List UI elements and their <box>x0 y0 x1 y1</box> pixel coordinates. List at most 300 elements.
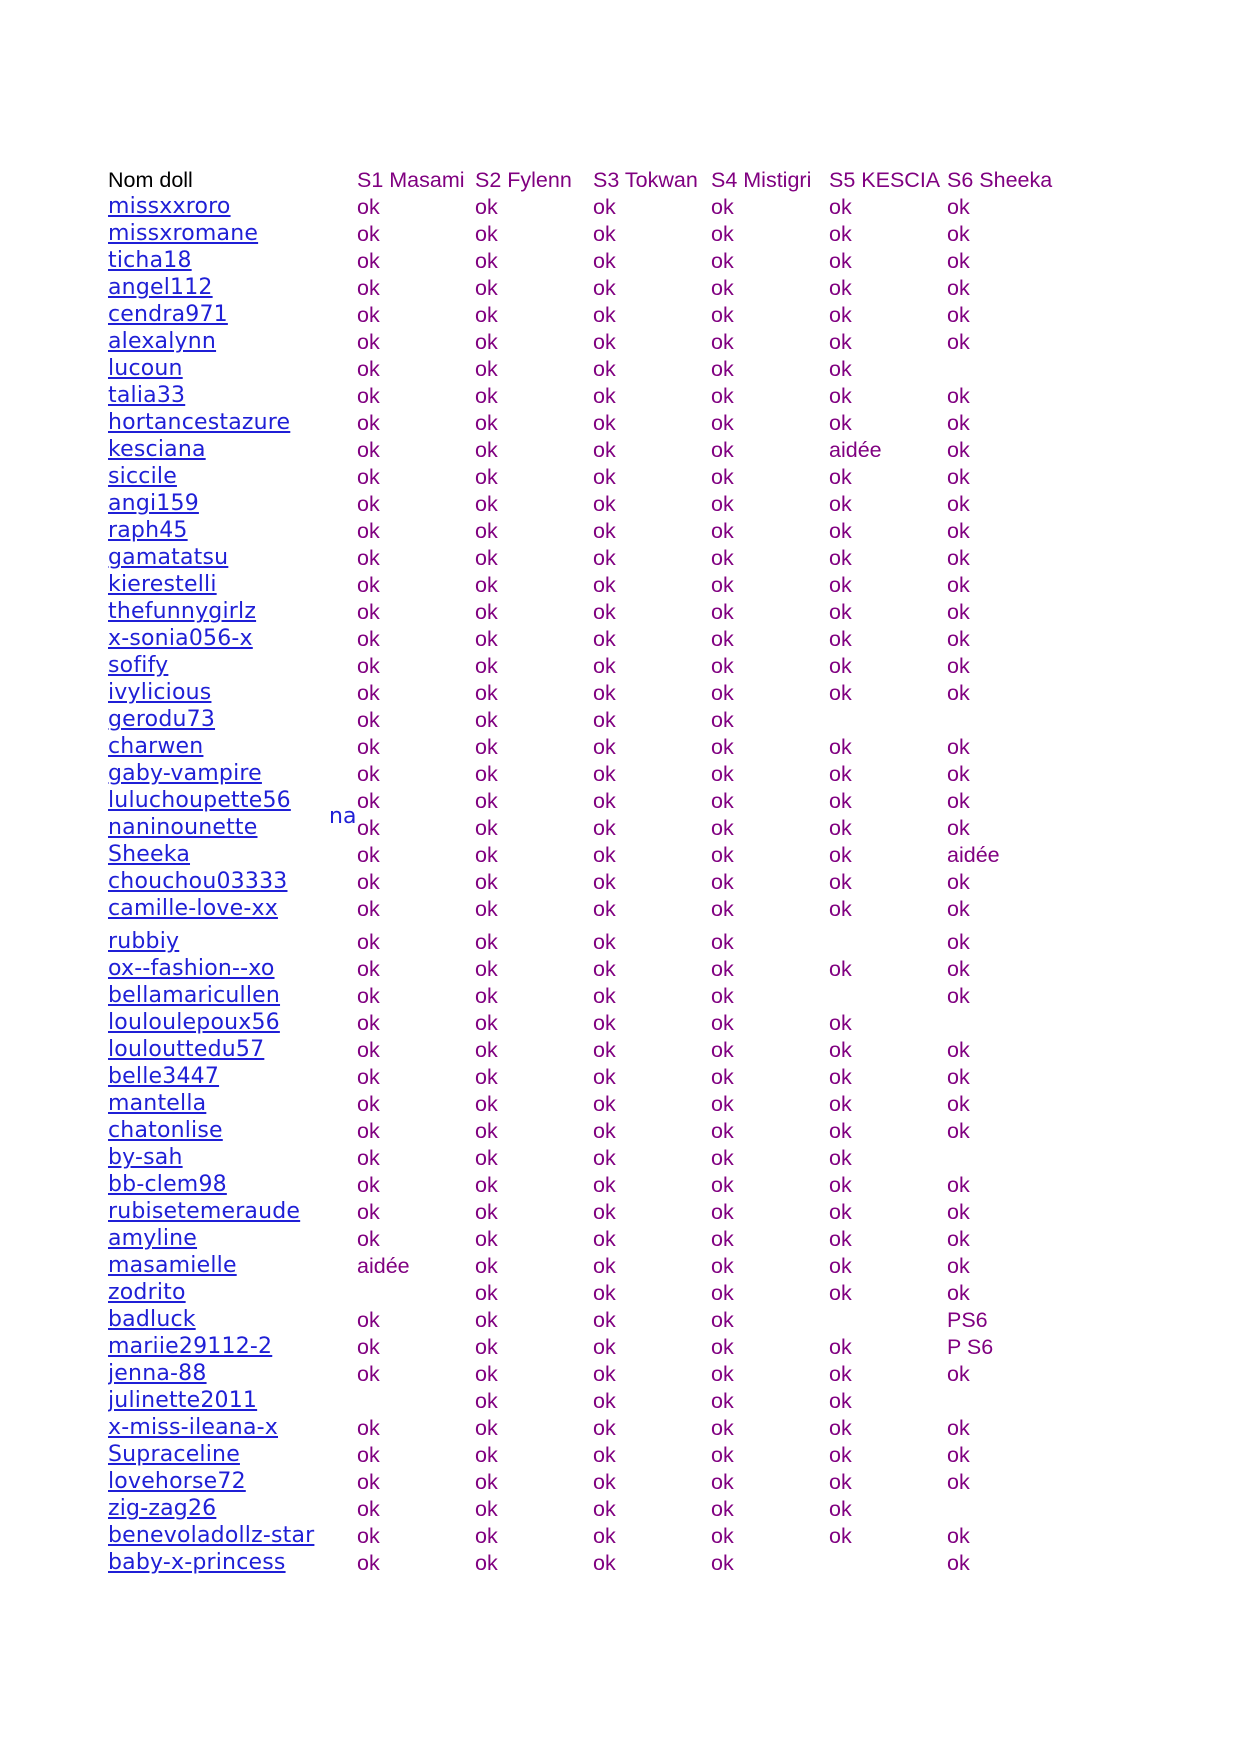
status-cell-s2: ok <box>475 1551 498 1576</box>
status-cell-s1: ok <box>357 1038 380 1063</box>
status-cell-s1: ok <box>357 957 380 982</box>
status-cell-s3: ok <box>593 1335 616 1360</box>
table-row <box>108 1441 1065 1468</box>
status-cell-s1: ok <box>357 984 380 1009</box>
doll-name-link[interactable]: mantella <box>108 1091 207 1117</box>
table-row <box>108 1549 1065 1576</box>
table-row <box>108 328 1065 355</box>
status-cell-s3: ok <box>593 1146 616 1171</box>
status-cell-s3: ok <box>593 870 616 895</box>
status-cell-s1 <box>357 1279 475 1306</box>
status-cell-s6: ok <box>947 816 970 841</box>
status-cell-s4: ok <box>711 897 734 922</box>
status-cell-s2: ok <box>475 1011 498 1036</box>
table-row <box>108 220 1065 247</box>
status-cell-s3: ok <box>593 1254 616 1279</box>
doll-name-link[interactable]: masamielle <box>108 1253 237 1279</box>
status-cell-s3: ok <box>593 1389 616 1414</box>
table-row <box>108 625 1065 652</box>
doll-name-cell <box>108 1495 357 1522</box>
status-cell-s1: ok <box>357 1335 380 1360</box>
doll-name-cell <box>108 679 357 706</box>
status-cell-s6: ok <box>947 1227 970 1252</box>
doll-name-cell <box>108 706 357 733</box>
doll-name-link[interactable]: angi159 <box>108 491 199 517</box>
status-cell-s3: ok <box>593 519 616 544</box>
status-cell-s5: ok <box>829 1470 852 1495</box>
status-cell-s1: ok <box>357 357 380 382</box>
status-cell-s5: ok <box>829 1416 852 1441</box>
status-cell-s5: ok <box>829 1038 852 1063</box>
status-cell-s6: ok <box>947 627 970 652</box>
table-row <box>108 1036 1065 1063</box>
status-cell-s1: ok <box>357 600 380 625</box>
status-cell-s3: ok <box>593 357 616 382</box>
status-cell-s6: ok <box>947 1092 970 1117</box>
doll-name-link[interactable]: Sheeka <box>108 842 191 868</box>
status-cell-s1: ok <box>357 708 380 733</box>
status-cell-s5 <box>829 1549 947 1576</box>
status-cell-s1: ok <box>357 735 380 760</box>
doll-name-cell <box>108 1144 357 1171</box>
doll-name-cell <box>108 1171 357 1198</box>
status-cell-s2: ok <box>475 627 498 652</box>
status-cell-s5: ok <box>829 1119 852 1144</box>
status-cell-s4: ok <box>711 600 734 625</box>
header-s5: S5 KESCIA <box>829 168 941 193</box>
status-cell-s1: ok <box>357 1443 380 1468</box>
status-cell-s2: ok <box>475 411 498 436</box>
status-cell-s6: ok <box>947 276 970 301</box>
doll-name-cell <box>108 1468 357 1495</box>
status-cell-s5: ok <box>829 384 852 409</box>
doll-name-link[interactable]: talia33 <box>108 383 186 409</box>
doll-name-link[interactable]: gerodu73 <box>108 707 216 733</box>
doll-name-link[interactable]: hortancestazure <box>108 410 291 436</box>
table-row <box>108 1495 1065 1522</box>
status-cell-s2: ok <box>475 1038 498 1063</box>
doll-name-cell <box>108 517 357 544</box>
status-cell-s4: ok <box>711 546 734 571</box>
status-cell-s5: ok <box>829 1497 852 1522</box>
status-cell-s1: ok <box>357 1065 380 1090</box>
status-cell-s1: ok <box>357 789 380 814</box>
status-cell-s6: ok <box>947 195 970 220</box>
doll-name-cell <box>108 814 357 841</box>
doll-name-link[interactable]: bellamaricullen <box>108 983 281 1009</box>
header-s1: S1 Masami <box>357 168 465 193</box>
status-cell-s2: ok <box>475 1443 498 1468</box>
table-row <box>108 733 1065 760</box>
status-cell-s3: ok <box>593 438 616 463</box>
status-cell-s5: ok <box>829 330 852 355</box>
status-cell-s3: ok <box>593 1551 616 1576</box>
table-row <box>108 1468 1065 1495</box>
status-cell-s1: ok <box>357 816 380 841</box>
status-cell-s3: ok <box>593 1443 616 1468</box>
status-cell-s3: ok <box>593 1119 616 1144</box>
doll-name-link[interactable]: ticha18 <box>108 248 192 274</box>
status-cell-s1: ok <box>357 1551 380 1576</box>
table-row <box>108 517 1065 544</box>
doll-name-link[interactable]: Supraceline <box>108 1442 240 1468</box>
status-cell-s4: ok <box>711 1551 734 1576</box>
status-cell-s6: ok <box>947 1281 970 1306</box>
status-cell-s6: ok <box>947 546 970 571</box>
status-cell-s1: ok <box>357 1200 380 1225</box>
status-cell-s4: ok <box>711 222 734 247</box>
doll-name-link[interactable]: mariie29112-2 <box>108 1334 273 1360</box>
status-cell-s1: ok <box>357 1011 380 1036</box>
status-cell-s3: ok <box>593 1065 616 1090</box>
status-cell-s1: ok <box>357 546 380 571</box>
doll-name-cell <box>108 409 357 436</box>
doll-name-link[interactable]: rubbiy <box>108 929 180 955</box>
status-cell-s3: ok <box>593 654 616 679</box>
status-cell-s5: ok <box>829 1362 852 1387</box>
table-row <box>108 1144 1065 1171</box>
status-cell-s4: ok <box>711 519 734 544</box>
status-cell-s5: ok <box>829 1092 852 1117</box>
status-cell-s2: ok <box>475 546 498 571</box>
status-cell-s5: ok <box>829 222 852 247</box>
doll-name-cell <box>108 1414 357 1441</box>
status-cell-s4: ok <box>711 492 734 517</box>
doll-name-cell <box>108 787 357 814</box>
status-cell-s3: ok <box>593 1092 616 1117</box>
status-cell-s6: ok <box>947 411 970 436</box>
doll-name-link[interactable]: bb-clem98 <box>108 1172 227 1198</box>
status-cell-s3: ok <box>593 816 616 841</box>
doll-name-link[interactable]: kierestelli <box>108 572 217 598</box>
doll-name-cell <box>108 868 357 895</box>
status-cell-s6: P S6 <box>947 1335 994 1360</box>
status-cell-s2: ok <box>475 573 498 598</box>
status-cell-s2: ok <box>475 519 498 544</box>
status-cell-s1: ok <box>357 384 380 409</box>
status-cell-s6: ok <box>947 1173 970 1198</box>
table-row <box>108 1225 1065 1252</box>
doll-name-cell <box>108 1090 357 1117</box>
status-cell-s6: ok <box>947 465 970 490</box>
table-row <box>108 1063 1065 1090</box>
status-cell-s1: ok <box>357 1119 380 1144</box>
status-cell-s1: ok <box>357 1173 380 1198</box>
status-cell-s3: ok <box>593 1227 616 1252</box>
status-cell-s5: ok <box>829 357 852 382</box>
status-cell-s2: ok <box>475 1308 498 1333</box>
status-cell-s4: ok <box>711 1308 734 1333</box>
table-row <box>108 598 1065 625</box>
status-cell-s2: ok <box>475 1281 498 1306</box>
status-cell-s5: ok <box>829 1254 852 1279</box>
doll-name-cell <box>108 1198 357 1225</box>
doll-name-cell <box>108 220 357 247</box>
status-cell-s4: ok <box>711 843 734 868</box>
status-cell-s5: ok <box>829 411 852 436</box>
status-cell-s3: ok <box>593 195 616 220</box>
status-cell-s2: ok <box>475 1146 498 1171</box>
header-name: Nom doll <box>108 168 193 193</box>
status-cell-s3: ok <box>593 735 616 760</box>
doll-name-link[interactable]: amyline <box>108 1226 198 1252</box>
status-cell-s2: ok <box>475 1524 498 1549</box>
table-row <box>108 1306 1065 1333</box>
status-cell-s4: ok <box>711 1065 734 1090</box>
doll-name-link[interactable]: angel112 <box>108 275 213 301</box>
status-cell-s5: ok <box>829 897 852 922</box>
status-cell-s6: ok <box>947 1416 970 1441</box>
status-cell-s1: ok <box>357 276 380 301</box>
doll-name-cell <box>108 1252 357 1279</box>
status-cell-s1: ok <box>357 303 380 328</box>
status-cell-s1: ok <box>357 1416 380 1441</box>
status-cell-s3: ok <box>593 1470 616 1495</box>
status-cell-s1: ok <box>357 465 380 490</box>
table-row <box>108 355 1065 382</box>
table-row <box>108 409 1065 436</box>
status-cell-s4: ok <box>711 195 734 220</box>
status-cell-s4: ok <box>711 1497 734 1522</box>
status-cell-s6: ok <box>947 930 970 955</box>
status-cell-s2: ok <box>475 357 498 382</box>
doll-name-link[interactable]: missxromane <box>108 221 259 247</box>
doll-name-link[interactable]: rubisetemeraude <box>108 1199 301 1225</box>
status-cell-s5: ok <box>829 762 852 787</box>
doll-name-link[interactable]: luluchoupette56 <box>108 788 291 814</box>
status-cell-s5: ok <box>829 654 852 679</box>
overflow-text: na <box>329 804 357 829</box>
status-cell-s6: ok <box>947 1524 970 1549</box>
status-cell-s4: ok <box>711 1146 734 1171</box>
table-row <box>108 868 1065 895</box>
status-cell-s3: ok <box>593 303 616 328</box>
status-cell-s5 <box>829 982 947 1009</box>
status-cell-s2: ok <box>475 1065 498 1090</box>
doll-name-link[interactable]: zodrito <box>108 1280 186 1306</box>
status-cell-s4: ok <box>711 1524 734 1549</box>
status-cell-s5: ok <box>829 573 852 598</box>
doll-name-link[interactable]: gaby-vampire <box>108 761 262 787</box>
status-cell-s2: ok <box>475 384 498 409</box>
table-row <box>108 1009 1065 1036</box>
doll-name-link[interactable]: lucoun <box>108 356 183 382</box>
doll-name-link[interactable]: kesciana <box>108 437 206 463</box>
table-row <box>108 841 1065 868</box>
doll-name-cell <box>108 598 357 625</box>
status-cell-s4: ok <box>711 1443 734 1468</box>
status-cell-s2: ok <box>475 222 498 247</box>
status-cell-s4: ok <box>711 930 734 955</box>
doll-name-cell <box>108 382 357 409</box>
status-cell-s2: ok <box>475 330 498 355</box>
status-cell-s4: ok <box>711 1389 734 1414</box>
status-cell-s3: ok <box>593 627 616 652</box>
status-cell-s6: ok <box>947 789 970 814</box>
status-cell-s2: ok <box>475 930 498 955</box>
status-cell-s5: ok <box>829 735 852 760</box>
status-cell-s5: ok <box>829 195 852 220</box>
status-cell-s5 <box>829 706 947 733</box>
status-cell-s5: ok <box>829 249 852 274</box>
doll-name-link[interactable]: loulouttedu57 <box>108 1037 265 1063</box>
doll-name-link[interactable]: louloulepoux56 <box>108 1010 280 1036</box>
status-cell-s5: ok <box>829 1281 852 1306</box>
status-cell-s1: aidée <box>357 1254 410 1279</box>
status-cell-s2: ok <box>475 789 498 814</box>
status-cell-s3: ok <box>593 1281 616 1306</box>
status-cell-s4: ok <box>711 1011 734 1036</box>
status-cell-s3: ok <box>593 1497 616 1522</box>
table-row <box>108 1387 1065 1414</box>
status-cell-s4: ok <box>711 411 734 436</box>
doll-name-link[interactable]: lovehorse72 <box>108 1469 246 1495</box>
status-cell-s4: ok <box>711 303 734 328</box>
doll-name-cell <box>108 652 357 679</box>
doll-name-cell <box>108 733 357 760</box>
status-cell-s1: ok <box>357 1308 380 1333</box>
status-cell-s2: ok <box>475 1335 498 1360</box>
status-cell-s4: ok <box>711 627 734 652</box>
status-cell-s4: ok <box>711 357 734 382</box>
doll-name-link[interactable]: by-sah <box>108 1145 183 1171</box>
doll-name-link[interactable]: baby-x-princess <box>108 1550 286 1576</box>
doll-name-cell <box>108 490 357 517</box>
doll-name-cell <box>108 463 357 490</box>
status-cell-s2: ok <box>475 249 498 274</box>
table-row <box>108 814 1065 841</box>
status-cell-s5: ok <box>829 1173 852 1198</box>
doll-name-link[interactable]: missxxroro <box>108 194 231 220</box>
status-cell-s5: ok <box>829 1524 852 1549</box>
doll-name-cell <box>108 841 357 868</box>
doll-name-link[interactable]: thefunnygirlz <box>108 599 257 625</box>
status-cell-s6: aidée <box>947 843 1000 868</box>
status-cell-s1: ok <box>357 222 380 247</box>
doll-name-link[interactable]: julinette2011 <box>108 1388 258 1414</box>
status-cell-s2: ok <box>475 465 498 490</box>
status-cell-s1: ok <box>357 195 380 220</box>
status-cell-s2: ok <box>475 1173 498 1198</box>
doll-name-link[interactable]: gamatatsu <box>108 545 229 571</box>
status-cell-s3: ok <box>593 492 616 517</box>
table-row <box>108 706 1065 733</box>
doll-name-link[interactable]: ox--fashion--xo <box>108 956 275 982</box>
status-cell-s2: ok <box>475 600 498 625</box>
status-cell-s5: ok <box>829 843 852 868</box>
doll-name-link[interactable]: ivylicious <box>108 680 212 706</box>
status-cell-s5: ok <box>829 681 852 706</box>
doll-name-link[interactable]: x-miss-ileana-x <box>108 1415 278 1441</box>
status-cell-s6: ok <box>947 249 970 274</box>
status-cell-s5: ok <box>829 303 852 328</box>
status-cell-s4: ok <box>711 870 734 895</box>
status-cell-s3: ok <box>593 897 616 922</box>
doll-name-cell <box>108 1279 357 1306</box>
doll-name-cell <box>108 355 357 382</box>
status-cell-s3: ok <box>593 708 616 733</box>
status-cell-s1: ok <box>357 1524 380 1549</box>
status-cell-s5: ok <box>829 1443 852 1468</box>
doll-name-link[interactable]: camille-love-xx <box>108 896 278 922</box>
doll-name-cell <box>108 1360 357 1387</box>
doll-name-link[interactable]: alexalynn <box>108 329 217 355</box>
table-row <box>108 1333 1065 1360</box>
doll-name-link[interactable]: raph45 <box>108 518 188 544</box>
status-cell-s2: ok <box>475 1227 498 1252</box>
status-cell-s6: ok <box>947 1038 970 1063</box>
status-cell-s6: ok <box>947 573 970 598</box>
doll-name-cell <box>108 571 357 598</box>
table-row <box>108 301 1065 328</box>
status-cell-s6: ok <box>947 1443 970 1468</box>
status-cell-s6: ok <box>947 519 970 544</box>
header-s3: S3 Tokwan <box>593 168 698 193</box>
status-cell-s5 <box>829 922 947 955</box>
status-cell-s2: ok <box>475 303 498 328</box>
status-cell-s3: ok <box>593 1416 616 1441</box>
status-cell-s3: ok <box>593 930 616 955</box>
doll-name-link[interactable]: zig-zag26 <box>108 1496 217 1522</box>
table-row <box>108 652 1065 679</box>
status-cell-s3: ok <box>593 762 616 787</box>
status-cell-s2: ok <box>475 276 498 301</box>
doll-name-link[interactable]: cendra971 <box>108 302 228 328</box>
status-cell-s1: ok <box>357 1092 380 1117</box>
status-cell-s3: ok <box>593 1524 616 1549</box>
status-cell-s3: ok <box>593 1362 616 1387</box>
doll-name-link[interactable]: chatonlise <box>108 1118 223 1144</box>
doll-name-link[interactable]: benevoladollz-star <box>108 1523 315 1549</box>
status-cell-s2: ok <box>475 1200 498 1225</box>
table-row <box>108 1198 1065 1225</box>
doll-name-link[interactable]: chouchou03333 <box>108 869 288 895</box>
status-cell-s6 <box>947 706 1065 733</box>
status-cell-s4: ok <box>711 1119 734 1144</box>
doll-name-link[interactable]: charwen <box>108 734 204 760</box>
doll-name-link[interactable]: jenna-88 <box>108 1361 207 1387</box>
status-cell-s3: ok <box>593 411 616 436</box>
table-row <box>108 1360 1065 1387</box>
table-row <box>108 382 1065 409</box>
doll-name-cell <box>108 625 357 652</box>
doll-name-link[interactable]: naninounette <box>108 815 258 841</box>
status-cell-s5: ok <box>829 870 852 895</box>
doll-name-link[interactable]: belle3447 <box>108 1064 220 1090</box>
doll-name-link[interactable]: sofify <box>108 653 169 679</box>
status-cell-s4: ok <box>711 1335 734 1360</box>
status-cell-s6: ok <box>947 984 970 1009</box>
status-cell-s5: ok <box>829 627 852 652</box>
status-cell-s5: ok <box>829 465 852 490</box>
status-cell-s6: ok <box>947 303 970 328</box>
doll-name-link[interactable]: siccile <box>108 464 177 490</box>
doll-name-link[interactable]: x-sonia056-x <box>108 626 253 652</box>
doll-name-cell <box>108 193 357 220</box>
status-cell-s5: ok <box>829 957 852 982</box>
table-row <box>108 787 1065 814</box>
status-cell-s4: ok <box>711 1227 734 1252</box>
status-cell-s2: ok <box>475 1416 498 1441</box>
doll-name-cell <box>108 1522 357 1549</box>
status-cell-s4: ok <box>711 681 734 706</box>
status-cell-s4: ok <box>711 957 734 982</box>
table-row <box>108 1414 1065 1441</box>
doll-name-link[interactable]: badluck <box>108 1307 196 1333</box>
doll-name-cell <box>108 544 357 571</box>
status-cell-s4: ok <box>711 1092 734 1117</box>
status-cell-s1: ok <box>357 1227 380 1252</box>
